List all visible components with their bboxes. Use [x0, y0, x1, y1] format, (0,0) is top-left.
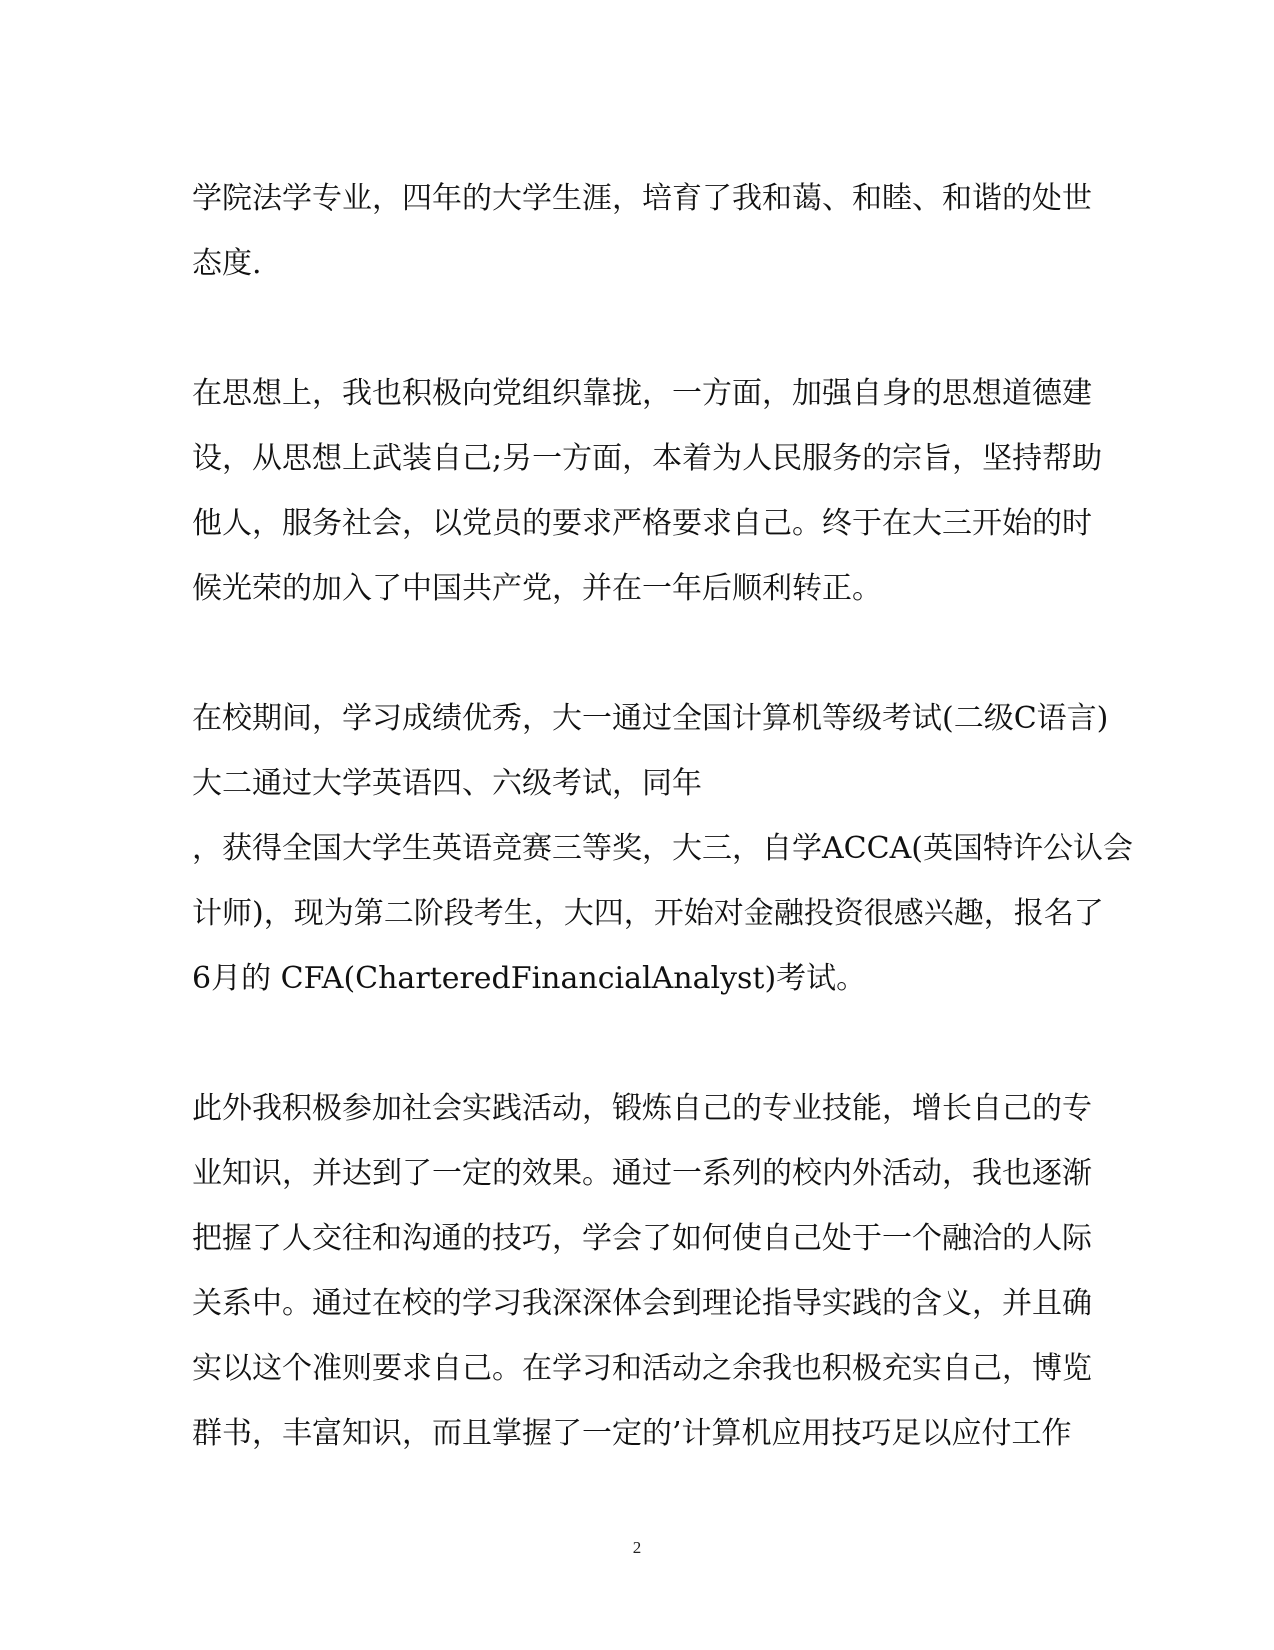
paragraph-2: [192, 361, 1103, 621]
text-line: 业知识，并达到了一定的效果。通过一系列的校内外活动，我也逐渐: [192, 1156, 1092, 1191]
text-line: 群书，丰富知识，而且掌握了一定的’计算机应用技巧足以应付工作: [192, 1416, 1072, 1451]
text-line: 在思想上，我也积极向党组织靠拢，一方面，加强自身的思想道德建: [192, 376, 1092, 411]
paragraph-4: [192, 1076, 1092, 1466]
text-line: 设，从思想上武装自己;另一方面，本着为人民服务的宗旨，坚持帮助: [192, 441, 1103, 476]
paragraph-3: [192, 686, 1133, 1011]
text-line: 6月的 CFA(CharteredFinancialAnalyst)考试。: [192, 961, 867, 996]
paragraph-spacer: [192, 296, 1092, 361]
text-line: 大二通过大学英语四、六级考试，同年: [192, 766, 702, 801]
text-line: 此外我积极参加社会实践活动，锻炼自己的专业技能，增长自己的专: [192, 1091, 1092, 1126]
body-text: [192, 166, 1133, 1466]
text-line: 关系中。通过在校的学习我深深体会到理论指导实践的含义，并且确: [192, 1286, 1092, 1321]
text-line: 态度.: [192, 246, 262, 281]
text-line: 把握了人交往和沟通的技巧，学会了如何使自己处于一个融洽的人际: [192, 1221, 1092, 1256]
text-line: ，获得全国大学生英语竞赛三等奖，大三，自学ACCA(英国特许公认会: [192, 831, 1133, 866]
paragraph-spacer: [192, 621, 1092, 686]
paragraph-1: [192, 166, 1092, 296]
text-line: 他人，服务社会，以党员的要求严格要求自己。终于在大三开始的时: [192, 506, 1092, 541]
page-number: 2: [632, 1538, 642, 1557]
text-line: 在校期间，学习成绩优秀，大一通过全国计算机等级考试(二级C语言): [192, 701, 1109, 736]
text-line: 计师)，现为第二阶段考生，大四，开始对金融投资很感兴趣，报名了: [192, 896, 1104, 931]
text-line: 候光荣的加入了中国共产党，并在一年后顺利转正。: [192, 571, 882, 606]
text-line: 实以这个准则要求自己。在学习和活动之余我也积极充实自己，博览: [192, 1351, 1092, 1386]
paragraph-spacer: [192, 1011, 1092, 1076]
text-line: 学院法学专业，四年的大学生涯，培育了我和蔼、和睦、和谐的处世: [192, 181, 1092, 216]
